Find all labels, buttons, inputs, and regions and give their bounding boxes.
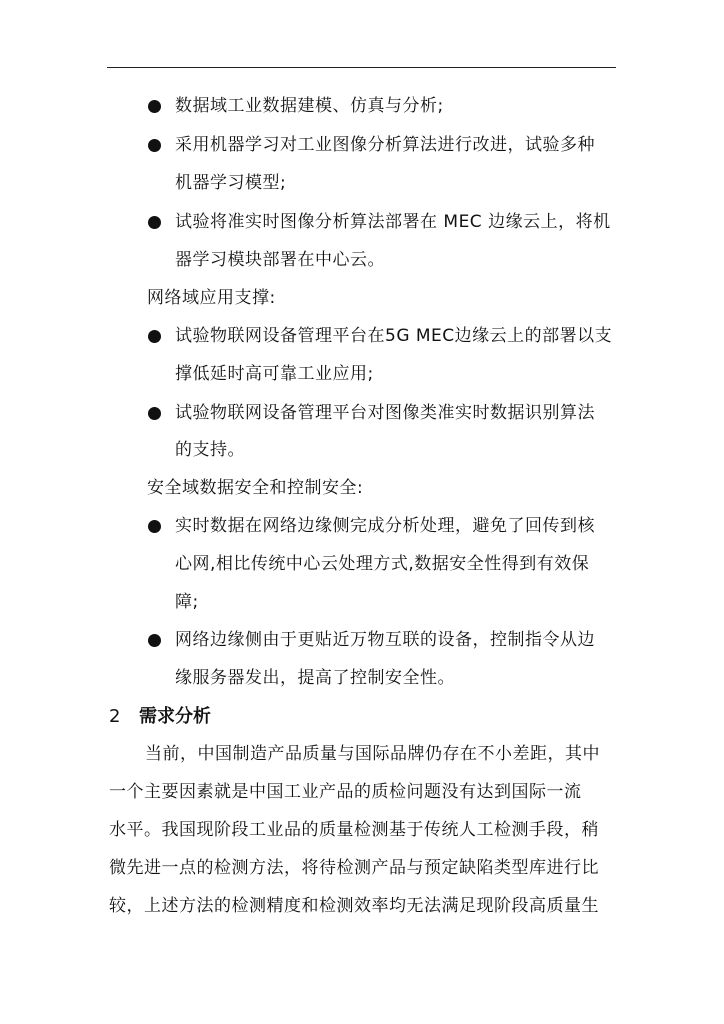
list-item: 试验将准实时图像分析算法部署在 MEC 边缘云上，将机 bbox=[175, 212, 611, 232]
section-title: 需求分析 bbox=[139, 706, 211, 727]
paragraph-line: 较，上述方法的检测精度和检测效率均无法满足现阶段高质量生 bbox=[109, 896, 599, 916]
list-item-continuation: 撑低延时高可靠工业应用; bbox=[175, 364, 374, 384]
bullet-icon bbox=[148, 407, 161, 420]
list-item-continuation: 心网,相比传统中心云处理方式,数据安全性得到有效保 bbox=[175, 554, 590, 574]
list-item: 网络边缘侧由于更贴近万物互联的设备，控制指令从边 bbox=[175, 630, 595, 650]
list-item: 采用机器学习对工业图像分析算法进行改进，试验多种 bbox=[175, 135, 595, 155]
list-item: 试验物联网设备管理平台在5G MEC边缘云上的部署以支 bbox=[175, 326, 613, 346]
list-item-continuation: 机器学习模型; bbox=[175, 173, 287, 193]
bullet-icon bbox=[148, 520, 161, 533]
list-item-continuation: 器学习模块部署在中心云。 bbox=[175, 250, 385, 270]
paragraph-line: 一个主要因素就是中国工业产品的质检问题没有达到国际一流 bbox=[109, 782, 582, 802]
list-item-continuation: 缘服务器发出，提高了控制安全性。 bbox=[175, 668, 455, 688]
list-item: 实时数据在网络边缘侧完成分析处理，避免了回传到核 bbox=[175, 516, 595, 536]
list-item: 数据域工业数据建模、仿真与分析; bbox=[175, 96, 444, 116]
bullet-icon bbox=[148, 100, 161, 113]
network-domain-title: 网络域应用支撑: bbox=[147, 288, 276, 308]
bullet-icon bbox=[148, 216, 161, 229]
list-item-continuation: 的支持。 bbox=[175, 440, 245, 460]
section-number: 2 bbox=[109, 706, 121, 727]
list-item-continuation: 障; bbox=[175, 592, 199, 612]
list-item: 试验物联网设备管理平台对图像类准实时数据识别算法 bbox=[175, 403, 595, 423]
header-rule bbox=[107, 67, 616, 68]
bullet-icon bbox=[148, 139, 161, 152]
section-heading bbox=[109, 706, 211, 728]
paragraph-line: 当前，中国制造产品质量与国际品牌仍存在不小差距，其中 bbox=[145, 744, 600, 764]
bullet-icon bbox=[148, 634, 161, 647]
security-domain-title: 安全域数据安全和控制安全: bbox=[147, 478, 364, 498]
bullet-icon bbox=[148, 330, 161, 343]
paragraph-line: 水平。我国现阶段工业品的质量检测基于传统人工检测手段，稍 bbox=[109, 820, 599, 840]
paragraph-line: 微先进一点的检测方法，将待检测产品与预定缺陷类型库进行比 bbox=[109, 858, 599, 878]
